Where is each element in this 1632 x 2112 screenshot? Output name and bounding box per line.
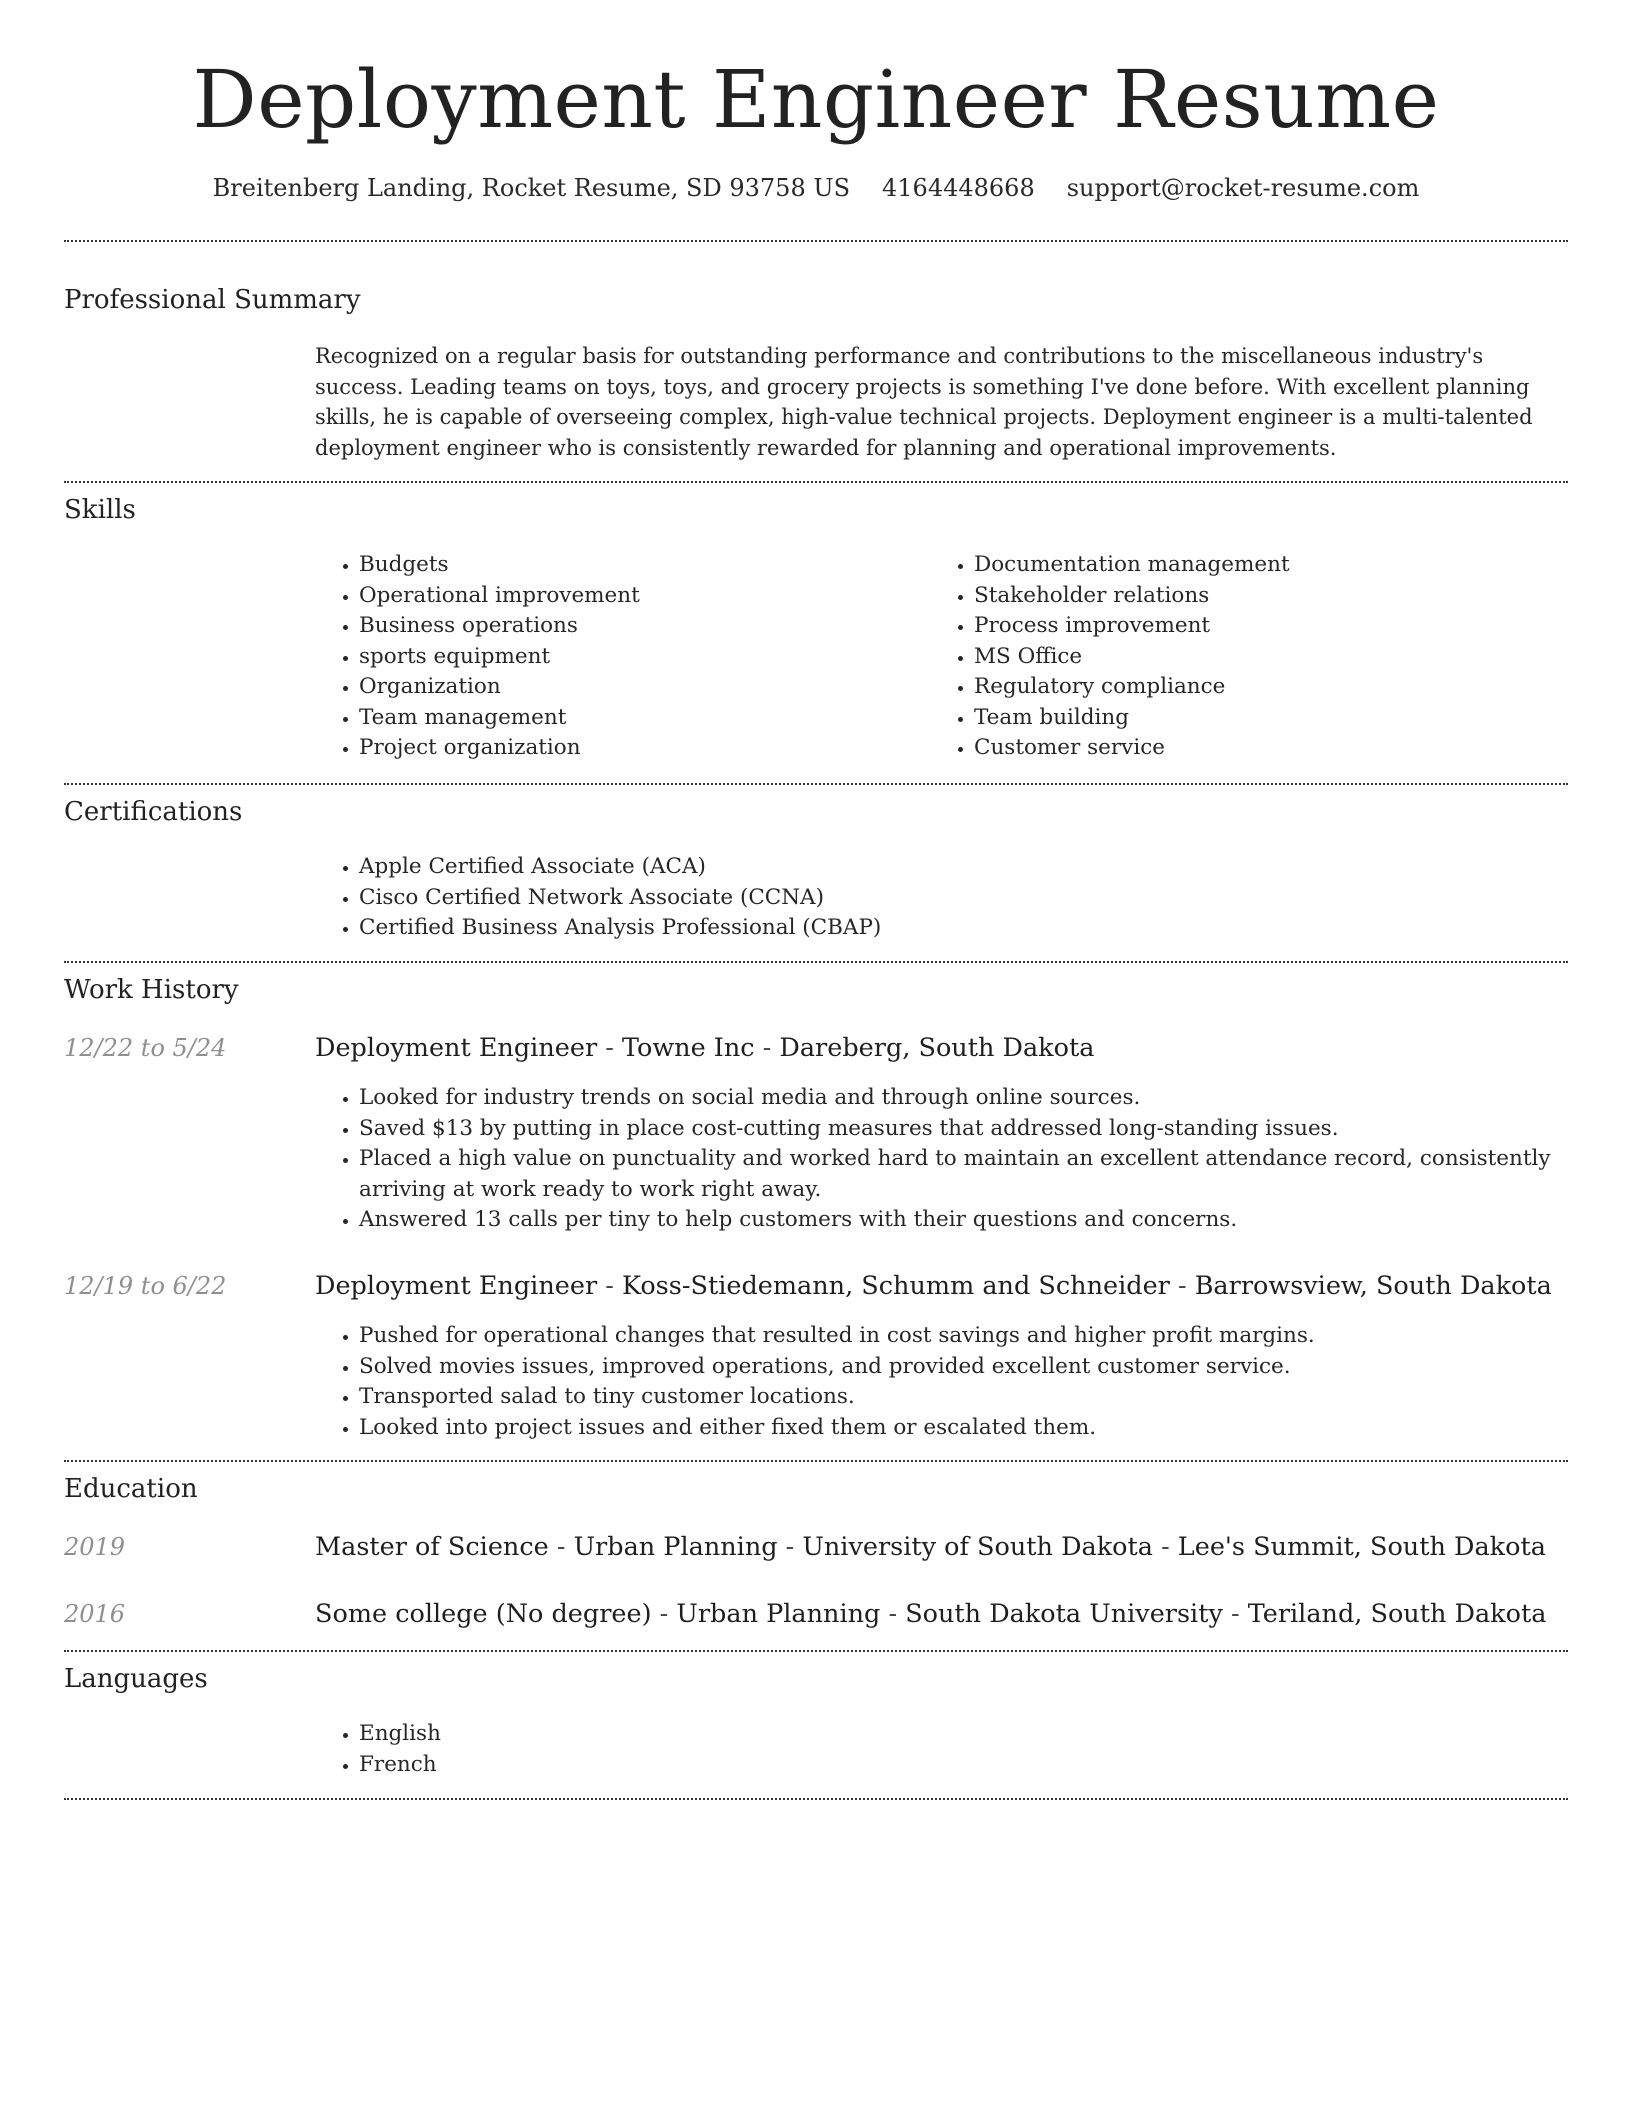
phone: 4164448668 — [882, 174, 1035, 202]
job-bullet: • Looked for industry trends on social media and through online sources. — [359, 1083, 1599, 1114]
skill-item: • sports equipment — [359, 642, 919, 673]
skill-item: • Team management — [359, 703, 919, 734]
contact-line — [0, 171, 1632, 205]
skill-item: • Customer service — [974, 733, 1594, 764]
skill-item: • Regulatory compliance — [974, 672, 1594, 703]
skill-item: • Documentation management — [974, 550, 1594, 581]
field: Urban Planning — [676, 1599, 881, 1629]
section-heading-skills: Skills — [64, 495, 136, 525]
section-heading-certifications: Certifications — [64, 797, 243, 827]
certifications-list — [315, 852, 1599, 944]
job-heading: Deployment Engineer - Koss-Stiedemann, Schumm and Schneider - Barrowsview, South Dakota — [315, 1271, 1552, 1301]
certification-item: • Certified Business Analysis Professional (CBAP) — [359, 913, 1599, 944]
section-heading-education: Education — [64, 1474, 198, 1504]
school-location: Teriland, South Dakota — [1247, 1599, 1547, 1629]
divider — [64, 961, 1568, 963]
skill-item: • MS Office — [974, 642, 1594, 673]
education-year: 2019 — [64, 1533, 126, 1561]
skills-list-left — [315, 550, 919, 764]
skill-item: • Team building — [974, 703, 1594, 734]
job-dates: 12/22 to 5/24 — [64, 1034, 227, 1062]
job-bullet: • Solved movies issues, improved operations, and provided excellent customer service. — [359, 1352, 1599, 1383]
email: support@rocket-resume.com — [1066, 174, 1420, 202]
job-dates: 12/19 to 6/22 — [64, 1272, 227, 1300]
summary-text: Recognized on a regular basis for outstanding performance and contributions to the miscellaneous industry's success. Leading teams on toys, toys, and grocery projects is something I've done before. With excellent planning skills, he is capable of overseeing complex, high-value technical projects. Deployment engineer is a multi-talented deployment engineer who is consistently rewarded for planning and operational improvements. — [315, 344, 1533, 460]
job-bullets — [315, 1321, 1599, 1443]
job-bullet: • Saved $13 by putting in place cost-cutting measures that addressed long-standing issues. — [359, 1114, 1599, 1145]
degree: Master of Science — [315, 1532, 549, 1562]
job-bullet: • Answered 13 calls per tiny to help customers with their questions and concerns. — [359, 1205, 1599, 1236]
language-item: • English — [359, 1719, 1599, 1750]
section-heading-work-history: Work History — [64, 975, 239, 1005]
degree: Some college (No degree) — [315, 1599, 652, 1629]
education-year: 2016 — [64, 1600, 126, 1628]
job-title: Deployment Engineer — [315, 1271, 598, 1301]
divider — [64, 1650, 1568, 1652]
skill-item: • Stakeholder relations — [974, 581, 1594, 612]
skill-item: • Project organization — [359, 733, 919, 764]
skill-item: • Operational improvement — [359, 581, 919, 612]
job-location: Dareberg, South Dakota — [779, 1033, 1095, 1063]
job-title: Deployment Engineer — [315, 1033, 598, 1063]
education-entry: Master of Science - Urban Planning - University of South Dakota - Lee's Summit, South Dakota — [315, 1532, 1546, 1562]
job-bullet: • Transported salad to tiny customer locations. — [359, 1382, 1599, 1413]
divider — [64, 1798, 1568, 1800]
section-heading-languages: Languages — [64, 1664, 208, 1694]
job-bullet: • Looked into project issues and either fixed them or escalated them. — [359, 1413, 1599, 1444]
certification-item: • Cisco Certified Network Associate (CCNA) — [359, 883, 1599, 914]
skill-item: • Budgets — [359, 550, 919, 581]
job-bullets — [315, 1083, 1599, 1236]
job-heading: Deployment Engineer - Towne Inc - Dareberg, South Dakota — [315, 1033, 1095, 1063]
job-location: Barrowsview, South Dakota — [1194, 1271, 1552, 1301]
language-item: • French — [359, 1750, 1599, 1781]
job-company: Towne Inc — [621, 1033, 755, 1063]
field: Urban Planning — [573, 1532, 778, 1562]
divider — [64, 240, 1568, 242]
divider — [64, 1460, 1568, 1462]
divider — [64, 481, 1568, 483]
school: South Dakota University — [905, 1599, 1223, 1629]
school-location: Lee's Summit, South Dakota — [1177, 1532, 1546, 1562]
job-bullet: • Placed a high value on punctuality and worked hard to maintain an excellent attendance record, consistently arriving at work ready to work right away. — [359, 1144, 1599, 1205]
skills-list-right — [930, 550, 1594, 764]
address: Breitenberg Landing, Rocket Resume, SD 93758 US — [212, 174, 851, 202]
skill-item: • Business operations — [359, 611, 919, 642]
education-entry: Some college (No degree) - Urban Planning - South Dakota University - Teriland, South Dakota — [315, 1599, 1547, 1629]
section-heading-summary: Professional Summary — [64, 285, 361, 315]
school: University of South Dakota — [802, 1532, 1153, 1562]
job-bullet: • Pushed for operational changes that resulted in cost savings and higher profit margins. — [359, 1321, 1599, 1352]
job-company: Koss-Stiedemann, Schumm and Schneider — [621, 1271, 1170, 1301]
skill-item: • Process improvement — [974, 611, 1594, 642]
divider — [64, 783, 1568, 785]
resume-title: Deployment Engineer Resume — [192, 53, 1440, 146]
certification-item: • Apple Certified Associate (ACA) — [359, 852, 1599, 883]
skill-item: • Organization — [359, 672, 919, 703]
languages-list — [315, 1719, 1599, 1780]
